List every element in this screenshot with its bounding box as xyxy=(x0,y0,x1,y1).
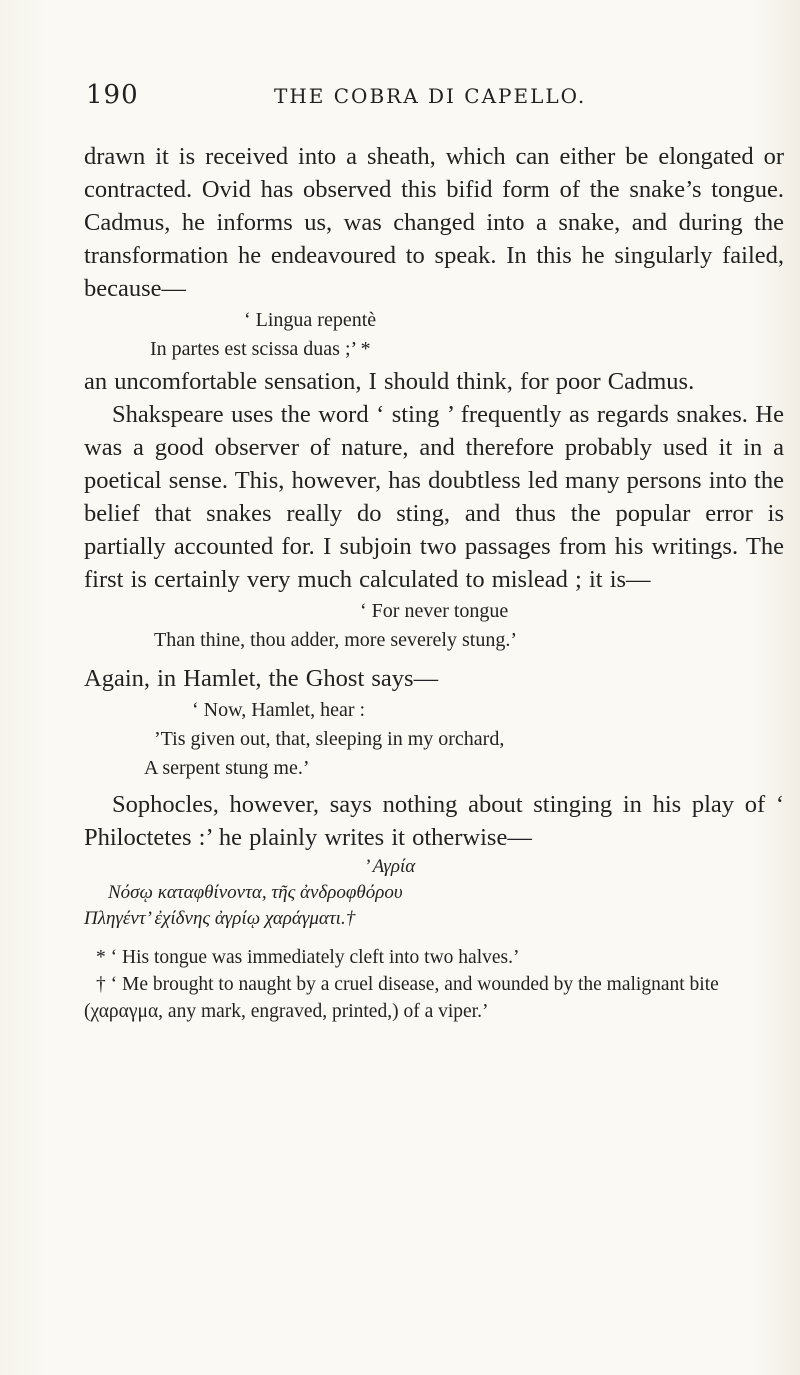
ovid-quote-line-2: In partes est scissa duas ;’ * xyxy=(150,338,371,360)
footnote-1: * ‘ His tongue was immediately cleft into two halves.’ xyxy=(96,947,520,968)
running-title: THE COBRA DI CAPELLO. xyxy=(274,84,587,108)
paragraph-5: Sophocles, however, says nothing about stinging in his play of ‘ Philoctetes :’ he plainly writes it otherwise— xyxy=(84,791,784,851)
hamlet-quote-line-3: A serpent stung me.’ xyxy=(144,757,310,779)
greek-quote-line-3: Πληγέντ’ ἐχίδνης ἀγρίῳ χαράγματι.† xyxy=(84,908,356,929)
ovid-quote-line-1: ‘ Lingua repentè xyxy=(244,309,377,331)
footnote-2: † ‘ Me brought to naught by a cruel disease, and wounded by the malignant bite (χαραγμα, any mark, engraved, printed,) of a viper.’ xyxy=(84,974,719,1022)
paragraph-3: Shakspeare uses the word ‘ sting ’ frequently as regards snakes. He was a good observer of nature, and therefore probably used it in a poetical sense. This, however, has doubtless led many persons into the belief that snakes really do sting, and thus the popular error is partially accounted for. I subjoin two passages from his writings. The first is certainly very much calculated to mislead ; it is— xyxy=(84,401,784,593)
hamlet-quote-line-2: ’Tis given out, that, sleeping in my orchard, xyxy=(154,728,505,750)
shakespeare-quote-line-2: Than thine, thou adder, more severely stung.’ xyxy=(154,629,517,651)
paragraph-1: drawn it is received into a sheath, which can either be elongated or contracted. Ovid has observed this bifid form of the snake’s tongue. Cadmus, he informs us, was changed into a snake, and during the transformation he endeavoured to speak. In this he singularly failed, because— xyxy=(84,143,784,302)
shakespeare-quote-line-1: ‘ For never tongue xyxy=(360,600,509,622)
paragraph-2: an uncomfortable sensation, I should think, for poor Cadmus. xyxy=(84,368,695,395)
paragraph-4: Again, in Hamlet, the Ghost says— xyxy=(84,665,439,692)
page-header xyxy=(86,80,776,120)
footnotes xyxy=(84,944,784,1025)
greek-quote-line-1: ’ Αγρία xyxy=(364,856,416,877)
page-body xyxy=(84,140,784,1025)
greek-quote-line-2: Νόσῳ καταφθίνοντα, τῆς ἀνδροφθόρου xyxy=(108,882,403,903)
page-number: 190 xyxy=(86,80,139,110)
hamlet-quote-line-1: ‘ Now, Hamlet, hear : xyxy=(192,699,366,721)
